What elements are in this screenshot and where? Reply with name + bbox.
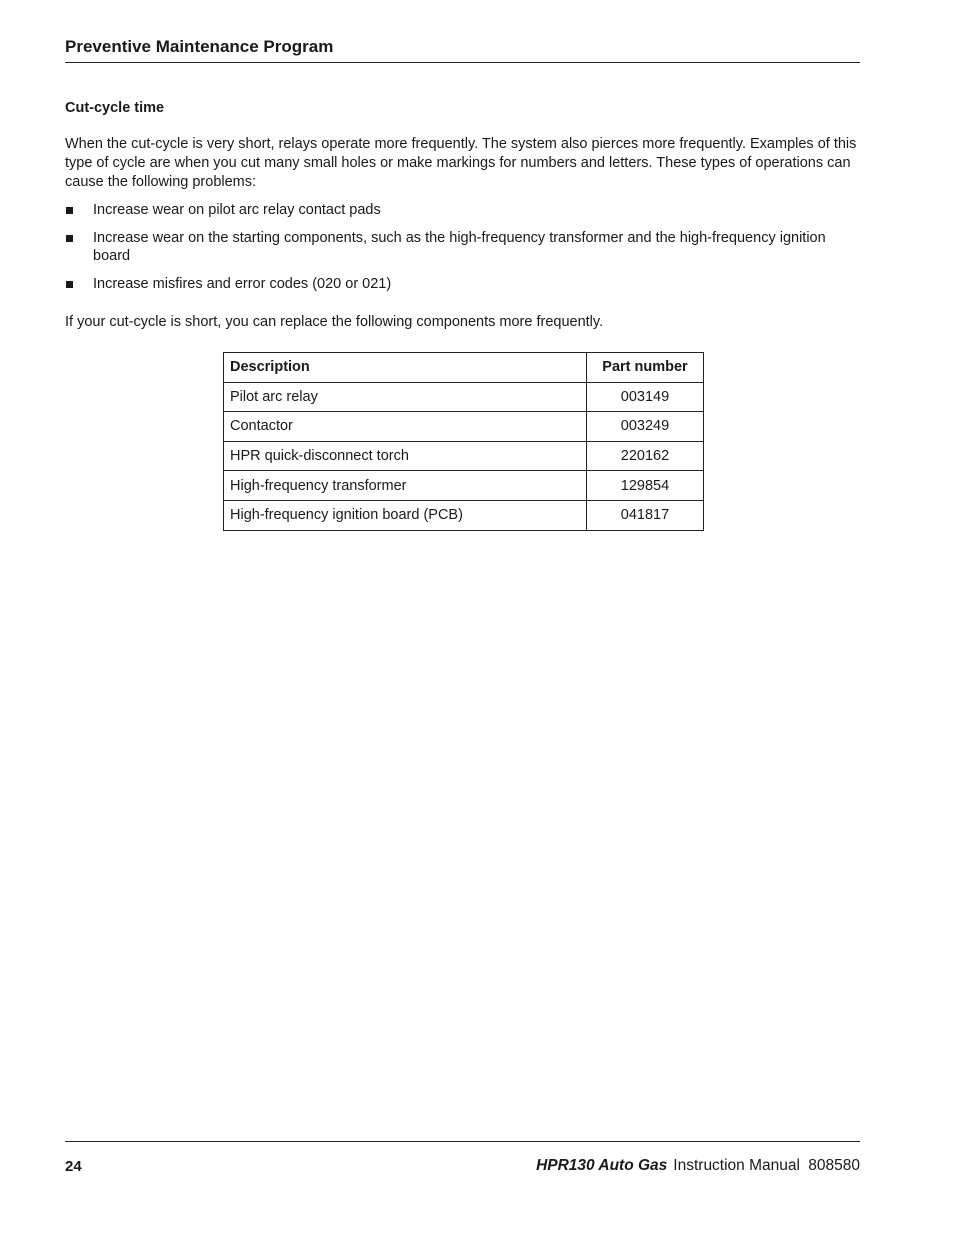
document-number: 808580 <box>808 1157 860 1174</box>
part-number-cell: 003149 <box>587 382 704 412</box>
footer-manual-info <box>536 1157 860 1175</box>
problem-list <box>65 201 860 303</box>
table-row <box>224 471 704 501</box>
intro-paragraph: When the cut-cycle is very short, relays operate more frequently. The system also pierces more frequently. Examples of this type of cycle are when you cut many small holes or make markings for numbers and letters. These types of operations can cause the following problems: <box>65 136 857 190</box>
list-item-text: Increase wear on the starting components, such as the high-frequency transformer and the high-frequency ignition board <box>93 230 826 264</box>
table-row <box>224 382 704 412</box>
manual-type: Instruction Manual <box>673 1157 800 1174</box>
page-number: 24 <box>65 1158 82 1175</box>
square-bullet-icon <box>66 281 73 288</box>
list-item <box>65 201 860 219</box>
part-number-cell: 003249 <box>587 412 704 442</box>
table-row <box>224 441 704 471</box>
list-item-text: Increase misfires and error codes (020 or 021) <box>93 276 392 292</box>
page-header <box>65 36 860 63</box>
part-number-cell: 129854 <box>587 471 704 501</box>
page-footer <box>65 1141 860 1182</box>
lead-in-paragraph: If your cut-cycle is short, you can replace the following components more frequently. <box>65 314 604 330</box>
description-cell: Pilot arc relay <box>224 382 587 412</box>
list-item <box>65 275 860 293</box>
product-name: HPR130 Auto Gas <box>536 1157 668 1174</box>
table-header-row <box>224 353 704 383</box>
description-cell: HPR quick-disconnect torch <box>224 441 587 471</box>
description-cell: High-frequency transformer <box>224 471 587 501</box>
table-row <box>224 412 704 442</box>
list-item <box>65 229 860 265</box>
column-header-part-number: Part number <box>587 353 704 383</box>
list-item-text: Increase wear on pilot arc relay contact pads <box>93 202 381 218</box>
square-bullet-icon <box>66 207 73 214</box>
square-bullet-icon <box>66 235 73 242</box>
section-title: Cut-cycle time <box>65 100 165 116</box>
description-cell: High-frequency ignition board (PCB) <box>224 500 587 530</box>
table-row <box>224 500 704 530</box>
part-number-cell: 220162 <box>587 441 704 471</box>
column-header-description: Description <box>224 353 587 383</box>
parts-table <box>223 352 704 531</box>
part-number-cell: 041817 <box>587 500 704 530</box>
page-header-title: Preventive Maintenance Program <box>65 37 334 56</box>
description-cell: Contactor <box>224 412 587 442</box>
